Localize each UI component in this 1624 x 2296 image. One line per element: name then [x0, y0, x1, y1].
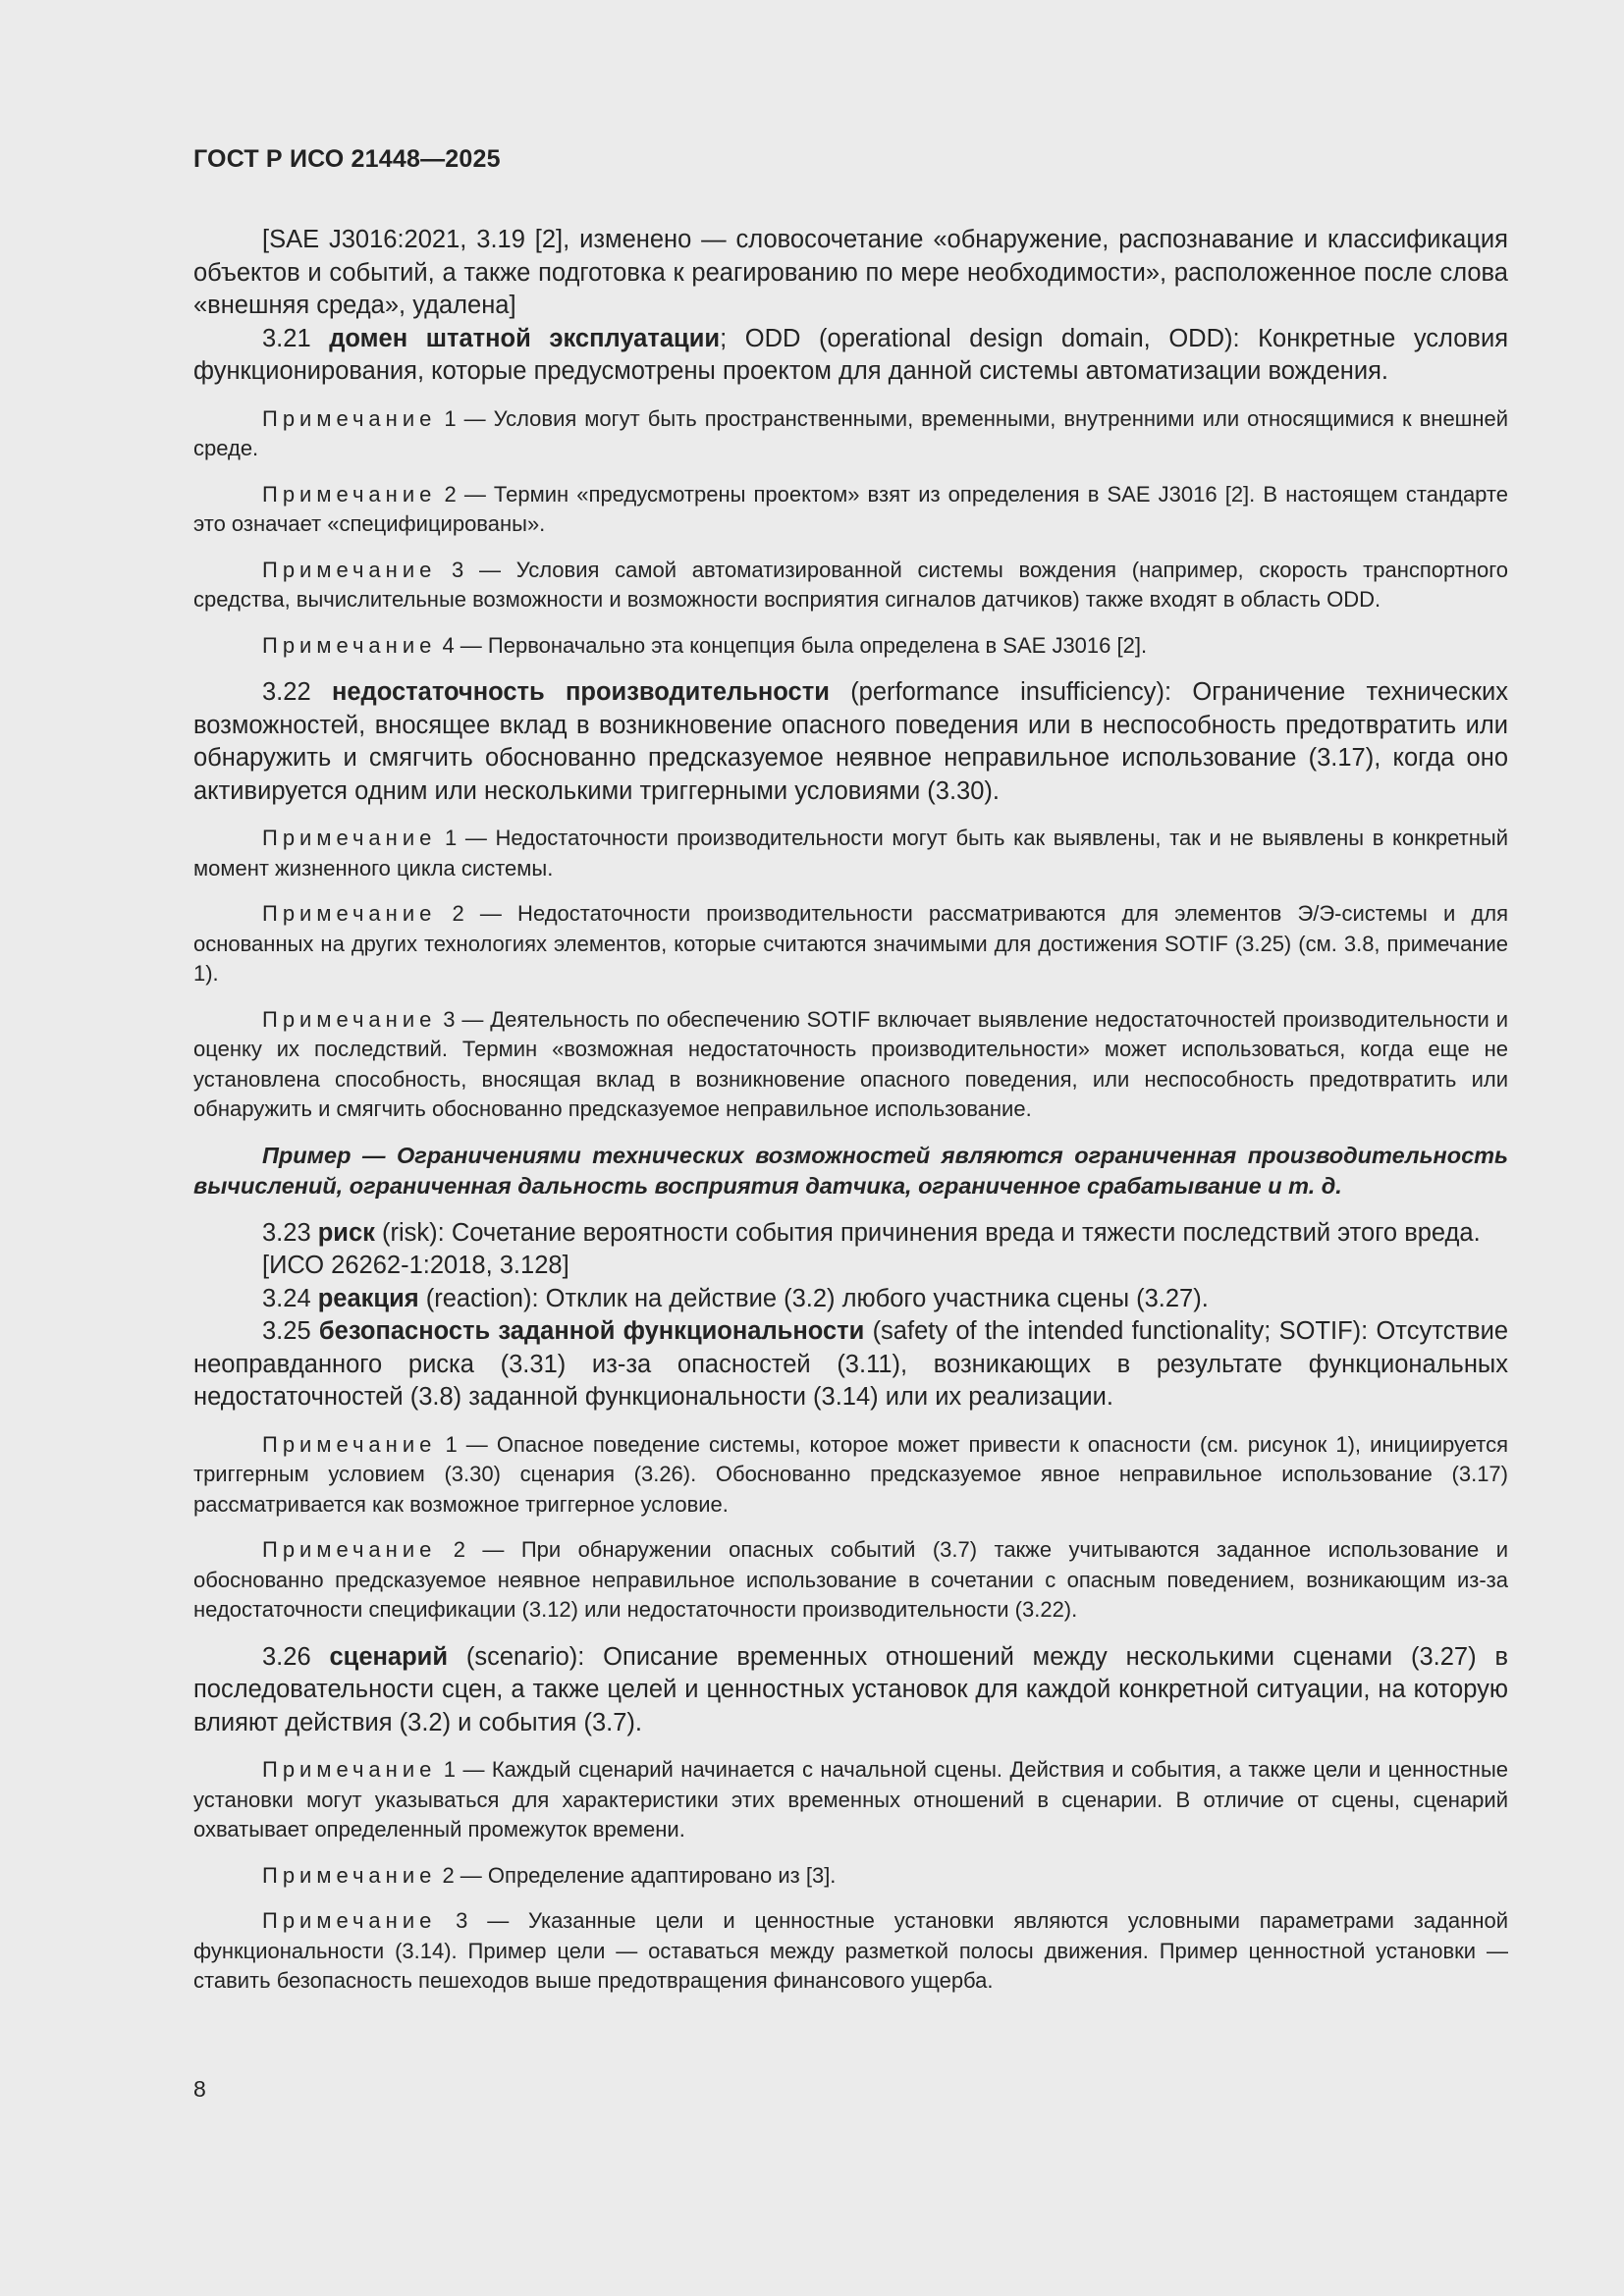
note-label: Примечание: [262, 1757, 437, 1782]
term-text: (scenario): Описание временных отношений между несколькими сценами (3.27) в последовательности сцен, а также целей и ценностных установок для каждой конкретной ситуации, на которую влияют действия (3.2) и события (3.7).: [193, 1642, 1508, 1736]
document-header: ГОСТ Р ИСО 21448—2025: [193, 145, 501, 173]
note-text: 3 — Деятельность по обеспечению SOTIF включает выявление недостаточностей производительности и оценку их последствий. Термин «возможная недостаточность производительности» может использоваться, когда еще не установлена способность, вносящая вклад в возникновение опасного поведения, или неспособность предотвратить или обнаружить и смягчить обоснованно предсказуемое неправильное использование.: [193, 1006, 1508, 1121]
note-text: 1 — Каждый сценарий начинается с начальной сцены. Действия и события, а также цели и ценностные установки могут указываться для характеристики этих временных отношений в сценарии. В отличие от сцены, сценарий охватывает определенный промежуток времени.: [193, 1757, 1508, 1842]
note-text: 2 — Термин «предусмотрены проектом» взят из определения в SAE J3016 [2]. В настоящем стандарте это означает «специфицированы».: [193, 481, 1508, 536]
note-paragraph: [193, 1535, 1508, 1626]
note-text: 2 — Недостаточности производительности рассматриваются для элементов Э/Э-системы и для основанных на других технологиях элементов, которые считаются значимыми для достижения SOTIF (3.25) (см. 3.8, примечание 1).: [193, 901, 1508, 986]
term-number: 3.22: [262, 678, 311, 706]
note-text: 2 — При обнаружении опасных событий (3.7) также учитываются заданное использование и обоснованно предсказуемое неявное неправильное использование в сочетании с опасным поведением, возникающим из-за недостаточности спецификации (3.12) или недостаточности производительности (3.22).: [193, 1537, 1508, 1622]
term-name: домен штатной эксплуатации: [329, 324, 721, 352]
note-label: Примечание: [262, 826, 437, 850]
term-name: недостаточность производительности: [331, 678, 830, 706]
document-body: [193, 224, 1508, 1997]
note-text: 3 — Указанные цели и ценностные установки являются условными параметрами заданной функциональности (3.14). Пример цели — оставаться между разметкой полосы движения. Пример ценностной установки — ставить безопасность пешеходов выше предотвращения финансового ущерба.: [193, 1908, 1508, 1993]
body-paragraph: [SAE J3016:2021, 3.19 [2], изменено — словосочетание «обнаружение, распознавание и классификация объектов и событий, а также подготовка к реагированию по мере необходимости», расположенное после слова «внешняя среда», удалена]: [193, 226, 1508, 319]
note-label: Примечание: [262, 1537, 437, 1562]
term-definition: [193, 1217, 1508, 1251]
note-paragraph: [193, 824, 1508, 883]
note-label: Примечание: [262, 632, 437, 658]
note-paragraph: [193, 480, 1508, 540]
term-name: сценарий: [329, 1642, 449, 1671]
note-text: 1 — Условия могут быть пространственными, временными, внутренними или относящимися к внешней среде.: [193, 405, 1508, 460]
note-paragraph: [193, 556, 1508, 615]
term-definition: [193, 1283, 1508, 1316]
note-label: Примечание: [262, 481, 437, 507]
note-paragraph: [193, 404, 1508, 464]
term-text: (safety of the intended functionality; SOTIF): Отсутствие неоправданного риска (3.31) из-за опасностей (3.11), возникающих в результате функциональных недостаточностей (3.8) заданной функциональности (3.14) или их реализации.: [193, 1317, 1508, 1411]
note-label: Примечание: [262, 901, 437, 926]
note-label: Примечание: [262, 557, 437, 582]
note-paragraph: [193, 1430, 1508, 1521]
note-paragraph: [193, 1005, 1508, 1125]
note-paragraph: [193, 1755, 1508, 1845]
note-label: Примечание: [262, 1908, 437, 1933]
term-number: 3.25: [262, 1317, 311, 1345]
note-label: Примечание: [262, 1006, 437, 1032]
term-number: 3.24: [262, 1284, 311, 1312]
term-definition: [193, 1315, 1508, 1415]
note-label: Примечание: [262, 1431, 437, 1457]
note-text: 4 — Первоначально эта концепция была определена в SAE J3016 [2].: [436, 632, 1148, 658]
term-definition: [193, 1641, 1508, 1740]
note-label: Примечание: [262, 1862, 437, 1888]
term-name: безопасность заданной функциональности: [318, 1317, 865, 1345]
term-number: 3.21: [262, 324, 311, 352]
note-text: 1 — Опасное поведение системы, которое может привести к опасности (см. рисунок 1), инициируется триггерным условием (3.30) сценария (3.26). Обоснованно предсказуемое явное неправильное использование (3.17) рассматривается как возможное триггерное условие.: [193, 1431, 1508, 1517]
note-paragraph: [193, 631, 1508, 662]
term-number: 3.23: [262, 1218, 311, 1247]
term-text: (risk): Сочетание вероятности события причинения вреда и тяжести последствий этого вреда.: [374, 1218, 1481, 1247]
page-number: 8: [193, 2076, 206, 2102]
term-text: (performance insufficiency): Ограничение технических возможностей, вносящее вклад в возникновение опасного поведения или в неспособность предотвратить или обнаружить и смягчить обоснованно предсказуемое неявное неправильное использование (3.17), когда оно активируется одним или несколькими триггерными условиями (3.30).: [193, 678, 1508, 805]
note-paragraph: [193, 1861, 1508, 1892]
term-definition: [193, 323, 1508, 389]
note-paragraph: [193, 1906, 1508, 1997]
note-text: 1 — Недостаточности производительности могут быть как выявлены, так и не выявлены в конкретный момент жизненного цикла системы.: [193, 826, 1508, 881]
note-label: Примечание: [262, 405, 437, 431]
term-name: реакция: [317, 1284, 419, 1312]
body-paragraph: [ИСО 26262-1:2018, 3.128]: [262, 1252, 569, 1279]
note-text: 2 — Определение адаптировано из [3].: [436, 1862, 837, 1888]
term-definition: [193, 676, 1508, 808]
note-text: 3 — Условия самой автоматизированной системы вождения (например, скорость транспортного средства, вычислительные возможности и возможности восприятия сигналов датчиков) также входят в область ODD.: [193, 557, 1508, 612]
example-paragraph: Пример — Ограничениями технических возможностей являются ограниченная производительность вычислений, ограниченная дальность восприятия датчика, ограниченное срабатывание и т. д.: [193, 1142, 1508, 1199]
term-name: риск: [317, 1218, 375, 1247]
term-text: ; ODD (operational design domain, ODD): Конкретные условия функционирования, которые предусмотрены проектом для данной системы автоматизации вождения.: [193, 324, 1509, 385]
note-paragraph: [193, 899, 1508, 989]
term-number: 3.26: [262, 1642, 311, 1671]
term-text: (reaction): Отклик на действие (3.2) любого участника сцены (3.27).: [418, 1284, 1209, 1312]
